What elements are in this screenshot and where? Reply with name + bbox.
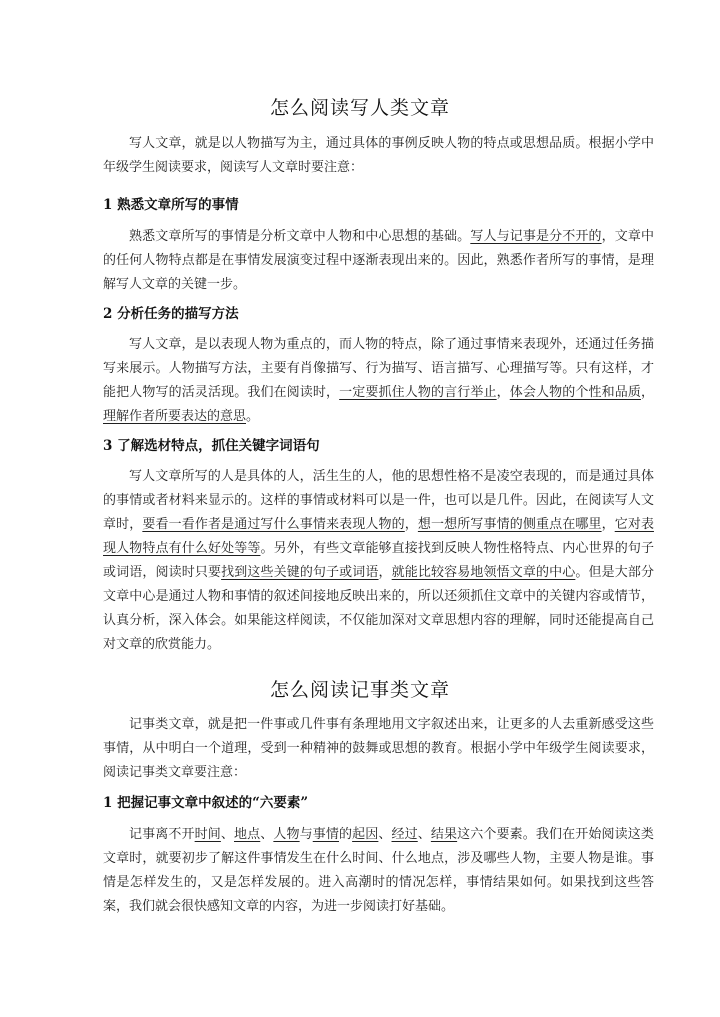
text-run: ， bbox=[496, 385, 510, 400]
text-run: 写人文章所写的人是具体的人，活生生的人，他的思想性格不是凌空表现的，而是通过具体的事情或者材料来显示的。这样的事情或材料可以是一件，也可以是几件。因此，在阅读写人文章时， bbox=[103, 469, 654, 532]
underlined-phrase: 人物 bbox=[273, 827, 300, 842]
underlined-phrase: 时间 bbox=[194, 827, 221, 842]
text-run: 这六个要素。我们在开始阅读这类文章时，就要初步了解这件事情发生在什么时间、什么地点，涉及哪些人物，主要人物是谁。事情是怎样发生的，又是怎样发展的。进入高潮时的情况怎样，事情结果如何。如果找到这些答案，我们就会很快感知文章的内容，为进一步阅读打好基础。 bbox=[103, 827, 654, 914]
underlined-phrase: 地点 bbox=[234, 827, 261, 842]
text-run: 记事离不开 bbox=[129, 827, 195, 842]
underlined-phrase: 就能比较容易地领悟文章的中心 bbox=[391, 565, 576, 580]
text-run: 熟悉文章所写的事情是分析文章中人物和中心思想的基础。 bbox=[129, 229, 471, 244]
text-run: 、 bbox=[417, 827, 431, 842]
underlined-phrase: 事情 bbox=[312, 827, 339, 842]
underlined-phrase: 一定要抓住人物的言行举止 bbox=[339, 385, 497, 400]
underlined-phrase: 起因 bbox=[352, 827, 379, 842]
text-run: ， bbox=[640, 385, 654, 400]
underlined-phrase: 想一想所写事情的侧重点在哪里 bbox=[417, 517, 602, 532]
section-heading-4: 1 把握记事文章中叙述的“六要素” bbox=[103, 795, 309, 811]
text-run: 。另外，有些文章能够直接找到反映人物性格特点、内心世界的句子或词语，阅读时只要 bbox=[103, 541, 654, 580]
article-title-events: 怎么阅读记事类文章 bbox=[269, 679, 450, 701]
text-run: 的 bbox=[339, 827, 353, 842]
section-heading-2: 2 分析任务的描写方法 bbox=[103, 306, 239, 322]
underlined-phrase: 要看一看作者是通过写什么事情来表现人物的 bbox=[142, 517, 405, 532]
section-paragraph-2 bbox=[103, 333, 654, 429]
article-title-people: 怎么阅读写人类文章 bbox=[269, 97, 450, 119]
text-run: 与 bbox=[299, 827, 313, 842]
underlined-phrase: 它对表现人物特点有什么好处等等 bbox=[103, 517, 654, 556]
text-run: ， bbox=[601, 517, 615, 532]
text-run: 、 bbox=[378, 827, 392, 842]
text-run: 、 bbox=[220, 827, 234, 842]
underlined-phrase: 写人与记事是分不开的 bbox=[470, 229, 602, 244]
section-paragraph-1 bbox=[103, 225, 654, 297]
text-run: 。但是大部分文章中心是通过人物和事情的叙述间接地反映出来的，所以还须抓住文章中的关键内容或情节，认真分析，深入体会。如果能这样阅读，不仅能加深对文章思想内容的理解，同时还能提高自己对文章的欣赏能力。 bbox=[103, 565, 654, 652]
intro-paragraph-events: 记事类文章，就是把一件事或几件事有条理地用文字叙述出来，让更多的人去重新感受这些事情，从中明白一个道理，受到一种精神的鼓舞或思想的教育。根据小学中年级学生阅读要求，阅读记事类文章要注意： bbox=[103, 717, 654, 780]
underlined-phrase: 结果 bbox=[430, 827, 458, 842]
underlined-phrase: 经过 bbox=[391, 827, 418, 842]
text-run: 写人文章，是以表现人物为重点的，而人物的特点，除了通过事情来表现外，还通过任务描写来展示。人物描写方法，主要有肖像描写、行为描写、语言描写、心理描写等。只有这样，才能把人物写的活灵活现。我们在阅读时， bbox=[103, 337, 654, 400]
text-run: 。 bbox=[246, 409, 260, 424]
text-run: 、 bbox=[260, 827, 274, 842]
section-heading-3: 3 了解选材特点，抓住关键字词语句 bbox=[103, 438, 320, 454]
section-heading-1: 1 熟悉文章所写的事情 bbox=[103, 197, 239, 213]
section-paragraph-4 bbox=[103, 823, 654, 919]
section-paragraph-3 bbox=[103, 465, 654, 657]
text-run: ，文章中的任何人物特点都是在事情发展演变过程中逐渐表现出来的。因此，熟悉作者所写的事情，是理解写人文章的关键一步。 bbox=[103, 229, 654, 292]
underlined-phrase: 找到这些关键的句子或词语 bbox=[221, 565, 379, 580]
underlined-phrase: 体会人物的个性和品质 bbox=[509, 385, 641, 400]
text-run: ， bbox=[378, 565, 392, 580]
underlined-phrase: 理解作者所要表达的意思 bbox=[103, 409, 247, 424]
intro-paragraph-people: 写人文章，就是以人物描写为主，通过具体的事例反映人物的特点或思想品质。根据小学中年级学生阅读要求，阅读写人文章时要注意： bbox=[103, 136, 654, 175]
text-run: ， bbox=[404, 517, 418, 532]
